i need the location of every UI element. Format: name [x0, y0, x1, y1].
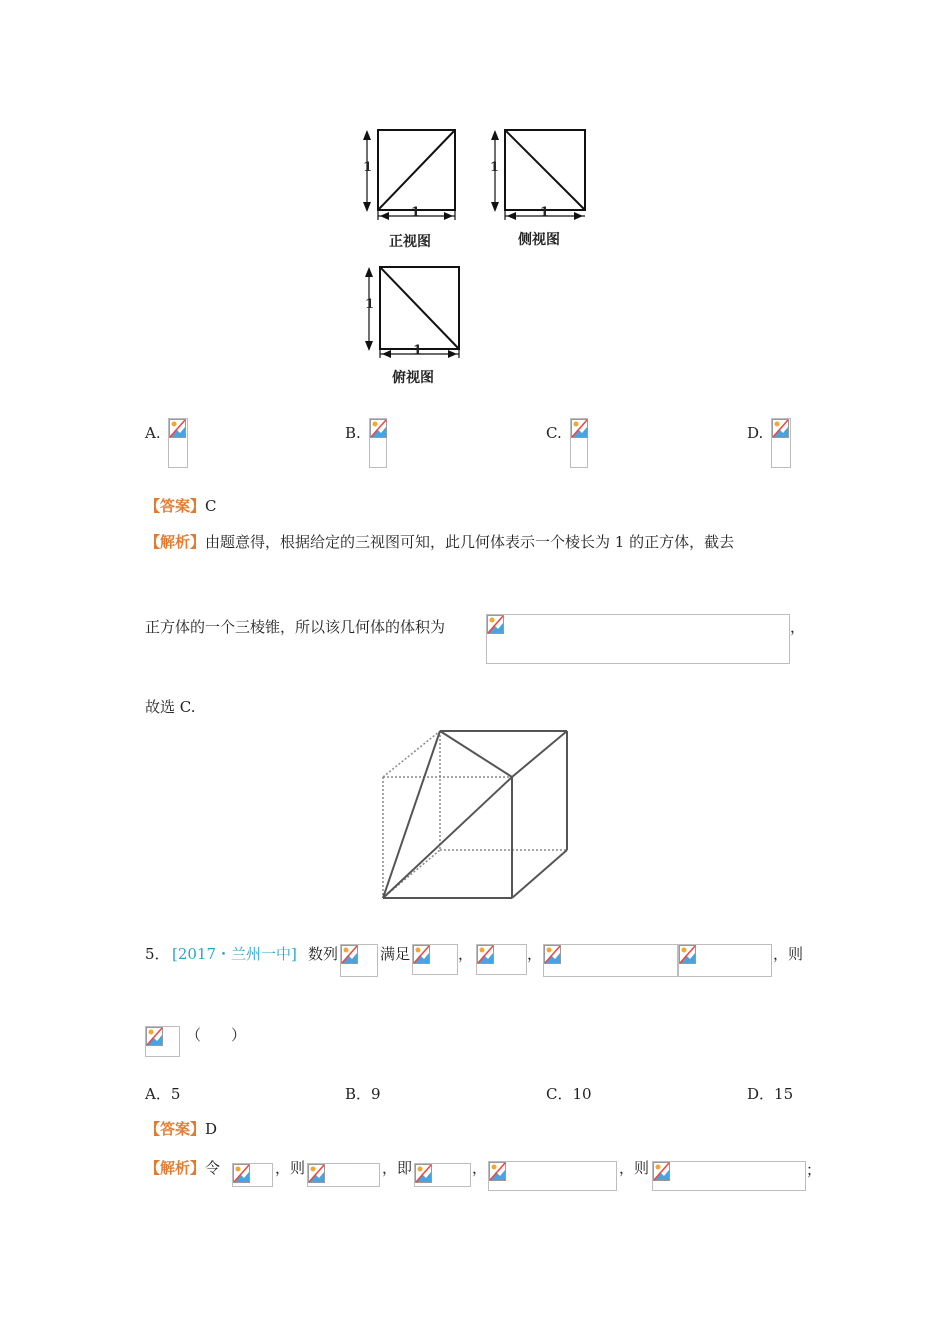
q5-comma1: ， — [458, 945, 474, 963]
q5-step4-image — [488, 1161, 617, 1191]
answer-tag: 【答案】 — [145, 497, 206, 515]
answer-tag: 【答案】 — [145, 1120, 206, 1138]
q5-condition1-image — [412, 944, 458, 975]
q4-analysis-line1 — [145, 532, 734, 552]
side-width-label: 1 — [540, 205, 550, 220]
image-placeholder-icon — [169, 419, 186, 438]
image-placeholder-icon — [489, 1162, 506, 1181]
q4-answer: C — [205, 497, 217, 515]
q5-option-a — [145, 1084, 180, 1104]
q5-option-d-value: 15 — [774, 1085, 794, 1103]
q5-text-a: 数列 — [308, 945, 339, 963]
image-placeholder-icon — [233, 1164, 250, 1183]
q5-step1-image — [232, 1163, 273, 1187]
q5-step5-image — [652, 1161, 806, 1191]
q5-ze: ，则 — [275, 1159, 306, 1177]
front-width-label: 1 — [411, 205, 421, 220]
q4-answer-line — [145, 496, 217, 516]
q5-semicolon: ； — [806, 1161, 822, 1179]
q4-conclusion: 故选 C. — [145, 698, 196, 716]
q5-comma2: ， — [527, 945, 543, 963]
q5-number: 5． — [145, 945, 170, 963]
q5-option-c-letter: C． — [546, 1085, 573, 1103]
q5-ling: 令 — [205, 1159, 221, 1177]
q4-option-a-image — [168, 418, 188, 468]
q5-target-image — [145, 1026, 180, 1057]
q4-volume-formula-image — [486, 614, 790, 664]
q5-condition3-image — [543, 944, 678, 977]
q5-text-b: 满足 — [380, 945, 411, 963]
q5-paren: （ ） — [186, 1026, 247, 1044]
top-width-label: 1 — [413, 343, 423, 358]
q5-source: [2017・兰州一中] — [172, 945, 297, 963]
image-placeholder-icon — [146, 1027, 163, 1046]
q5-option-b-letter: B． — [345, 1085, 372, 1103]
q5-answer: D — [205, 1120, 218, 1138]
q4-option-c-image — [570, 418, 588, 468]
three-view-diagram — [355, 120, 595, 395]
image-placeholder-icon — [571, 419, 588, 438]
front-height-label: 1 — [363, 160, 373, 175]
q5-option-d — [747, 1084, 793, 1104]
image-placeholder-icon — [341, 945, 358, 964]
q4-option-b-letter: B. — [345, 424, 361, 442]
image-placeholder-icon — [370, 419, 387, 438]
q4-analysis-comma: ， — [790, 618, 806, 636]
q5-option-a-letter: A． — [145, 1085, 171, 1103]
top-view-label: 俯视图 — [392, 370, 434, 386]
q4-option-a-letter: A. — [145, 424, 161, 442]
q5-option-d-letter: D． — [747, 1085, 775, 1103]
q5-option-c — [546, 1084, 592, 1104]
image-placeholder-icon — [477, 945, 494, 964]
analysis-tag: 【解析】 — [145, 533, 206, 551]
q5-sequence-image — [340, 944, 378, 977]
q5-ji: ，即 — [382, 1159, 413, 1177]
q5-step2-image — [307, 1163, 380, 1187]
q4-analysis-text1: 由题意得，根据给定的三视图可知，此几何体表示一个棱长为 1 的正方体，截去 — [205, 533, 735, 551]
q5-ze2: ，则 — [619, 1159, 650, 1177]
image-placeholder-icon — [772, 419, 789, 438]
analysis-tag: 【解析】 — [145, 1159, 206, 1177]
q5-option-b-value: 9 — [371, 1085, 381, 1103]
image-placeholder-icon — [653, 1162, 670, 1181]
q5-condition4-image — [678, 944, 772, 977]
q4-analysis-line2: 正方体的一个三棱锥，所以该几何体的体积为 — [145, 618, 446, 636]
image-placeholder-icon — [415, 1164, 432, 1183]
top-height-label: 1 — [365, 297, 375, 312]
image-placeholder-icon — [544, 945, 561, 964]
q5-step3-image — [414, 1163, 471, 1187]
q5-comma3: ， — [472, 1159, 488, 1177]
side-view-label: 侧视图 — [518, 232, 560, 248]
q4-option-d-image — [771, 418, 791, 468]
image-placeholder-icon — [308, 1164, 325, 1183]
front-view-label: 正视图 — [389, 234, 431, 250]
image-placeholder-icon — [679, 945, 696, 964]
cube-figure — [375, 725, 575, 905]
side-height-label: 1 — [490, 160, 500, 175]
q5-option-a-value: 5 — [170, 1085, 181, 1103]
q5-answer-line — [145, 1119, 217, 1139]
q4-option-b-image — [369, 418, 387, 468]
q5-then: ，则 — [773, 945, 804, 963]
q5-option-c-value: 10 — [572, 1085, 592, 1103]
q4-option-d-letter: D. — [747, 424, 764, 442]
q5-option-b — [345, 1084, 381, 1104]
q4-option-c-letter: C. — [546, 424, 562, 442]
image-placeholder-icon — [413, 945, 430, 964]
q5-condition2-image — [476, 944, 527, 975]
image-placeholder-icon — [487, 615, 504, 634]
q5-analysis-tag-line — [145, 1158, 220, 1178]
